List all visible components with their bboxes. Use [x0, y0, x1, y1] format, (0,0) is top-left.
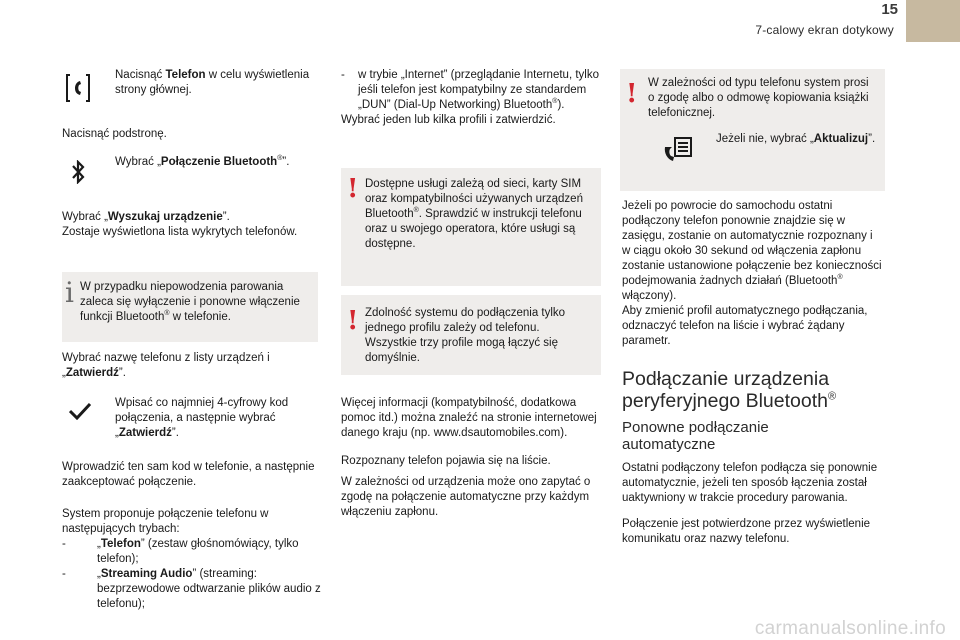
warning-box-phonebook: [620, 69, 885, 191]
section-heading-reg: ®: [827, 390, 837, 403]
step-bt-pre: Wybrać „: [115, 156, 161, 168]
phone-sync-icon: [658, 133, 698, 167]
search-device-line: [62, 210, 322, 225]
info-note-reg: ®: [164, 310, 170, 318]
step-telefon-pre: Nacisnąć: [115, 69, 166, 81]
step-bluetooth-text: [115, 155, 315, 170]
more-info-text: Więcej informacji (kompatybilność, dodatkowa pomoc itd.) można znaleźć na stronie internetowej danego kraju (np. www.dsautomobiles.com).: [341, 397, 597, 439]
code-bold: Zatwierdź: [118, 427, 172, 439]
bullet-streaming-post: ” (streaming: bezprzewodowe odtwarzanie plików audio z telefonu);: [97, 568, 321, 610]
choose-post: ”.: [118, 367, 126, 379]
return-reg: ®: [837, 274, 843, 282]
return-main: Jeżeli po powrocie do samochodu ostatni podłączony telefon ponownie znajdzie się w zasięgu, zostanie on automatycznie rozpoznany i w ciągu około 30 sekund od włączenia zapłonu zostanie ustanowione połączenie bez konieczności podejmowania żadnych działań (Bluetooth: [622, 200, 882, 287]
section-heading: [622, 368, 882, 412]
bullet-telefon-pre: „: [97, 538, 101, 550]
bullet-streaming-pre: „: [97, 568, 101, 580]
step-bt-bold: Połączenie Bluetooth: [160, 156, 278, 168]
choose-profiles-text: Wybrać jeden lub kilka profili i zatwierdzić.: [341, 114, 556, 126]
update-post: ”.: [868, 133, 876, 145]
search-post: ”.: [222, 211, 230, 223]
choose-bold: Zatwierdź: [65, 367, 119, 379]
warning-phonebook-text: W zależności od typu telefonu system prosi o zgodę albo o odmowę kopiowania książki telefonicznej.: [648, 77, 869, 119]
info-note-post: w telefonie.: [169, 311, 231, 323]
enter-code-text: Wprowadzić ten sam kod w telefonie, a następnie zaakceptować połączenie.: [62, 461, 315, 488]
page-number: 15: [881, 1, 898, 18]
return-post: włączony).: [622, 290, 677, 302]
phone-icon: [62, 70, 94, 106]
warn1-main: Dostępne usługi zależą od sieci, karty SIM oraz kompatybilności używanych urządzeń Bluetooth: [365, 178, 583, 220]
step-bt-reg: ®: [277, 155, 283, 163]
confirm-text: Połączenie jest potwierdzone przez wyświetlenie komunikatu oraz nazwy telefonu.: [622, 518, 871, 545]
bluetooth-icon: [66, 155, 90, 189]
recognized-text: Rozpoznany telefon pojawia się na liście.: [341, 455, 551, 467]
bullet-internet-main: w trybie „Internet” (przeglądanie Internetu, tylko jeśli telefon jest kompatybilny ze standardem „DUN” (Dial-Up Networking) Bluetooth: [358, 69, 599, 111]
search-list-text: [62, 210, 322, 240]
step-telefon-text: [115, 68, 315, 98]
bullet-internet: [341, 68, 603, 113]
return-change-text: [622, 199, 884, 349]
info-note-box: [62, 272, 318, 342]
warning-icon: !: [347, 306, 359, 336]
warning-services-text: [365, 177, 591, 252]
info-note-text: [80, 280, 312, 325]
info-note-main: W przypadku niepowodzenia parowania zaleca się wyłączenie i ponowne włączenie funkcji Bluetooth: [80, 281, 300, 323]
bullet-telefon-post: ” (zestaw głośnomówiący, tylko telefon);: [97, 538, 299, 565]
code-pre: Wpisać co najmniej 4-cyfrowy kod połączenia, a następnie wybrać „: [115, 397, 289, 439]
return-text: [622, 199, 884, 304]
watermark: carmanualsonline.info: [754, 618, 946, 639]
last-phone-text: Ostatni podłączony telefon podłącza się ponownie automatycznie, jeżeli ten sposób łączenia został uaktywniony w trakcie procedury parowania.: [622, 462, 878, 504]
warning-box-profiles: [341, 295, 601, 375]
warning-icon: !: [347, 174, 359, 204]
warning-profiles-text: Zdolność systemu do podłączenia tylko jednego profilu zależy od telefonu. Wszystkie trzy profile mogą łączyć się domyślnie.: [365, 307, 566, 364]
step-telefon-bold: Telefon: [165, 69, 206, 81]
mode-bullet-list: [62, 537, 332, 612]
bullet-dash: -: [341, 69, 345, 81]
choose-name-text: [62, 351, 287, 381]
code-post: ”.: [171, 427, 179, 439]
bullet-dash: -: [62, 538, 66, 550]
change-profile-text: Aby zmienić profil automatycznego podłączania, odznaczyć telefon na liście i wybrać żądany parametr.: [622, 305, 868, 347]
warning-box-services: [341, 168, 601, 286]
subsection-heading: Ponowne podłączanie automatyczne: [622, 419, 769, 453]
info-icon: i: [65, 276, 74, 309]
choose-pre: Wybrać nazwę telefonu z listy urządzeń i „: [62, 352, 270, 379]
warn1-post: . Sprawdzić w instrukcji telefonu oraz u swojego operatora, które usługi są dostępne.: [365, 208, 582, 250]
system-proposes-text: System proponuje połączenie telefonu w następujących trybach:: [62, 508, 269, 535]
warning-update-step: [716, 132, 881, 147]
checkmark-icon: [66, 398, 94, 424]
internet-bullet: [341, 68, 603, 128]
bullet-streaming: [62, 567, 332, 612]
warning-icon: !: [626, 79, 638, 109]
detected-list-line: Zostaje wyświetlona lista wykrytych telefonów.: [62, 226, 298, 238]
update-pre: Jeżeli nie, wybrać „: [716, 133, 814, 145]
subpage-text: Nacisnąć podstronę.: [62, 128, 167, 140]
update-bold: Aktualizuj: [813, 133, 869, 145]
step-bt-post: ”.: [282, 156, 290, 168]
search-bold: Wyszukaj urządzenie: [107, 211, 223, 223]
section-heading-text: Podłączanie urządzenia peryferyjnego Bluetooth: [622, 368, 830, 412]
bullet-internet-reg: ®: [552, 98, 558, 106]
section-title: 7-calowy ekran dotykowy: [755, 23, 894, 37]
bullet-telefon: [62, 537, 332, 567]
bullet-internet-post: ).: [557, 99, 565, 111]
step-code-text: [115, 396, 315, 441]
page-corner-tab: [906, 0, 960, 42]
bullet-telefon-bold: Telefon: [100, 538, 141, 550]
search-pre: Wybrać „: [62, 211, 108, 223]
bullet-streaming-bold: Streaming Audio: [100, 568, 193, 580]
bullet-dash: -: [62, 568, 66, 580]
step-telefon-post: w celu wyświetlenia strony głównej.: [115, 69, 310, 96]
warn1-reg: ®: [413, 207, 419, 215]
depend-text: W zależności od urządzenia może ono zapytać o zgodę na połączenie automatyczne przy każdym włączeniu zapłonu.: [341, 476, 591, 518]
